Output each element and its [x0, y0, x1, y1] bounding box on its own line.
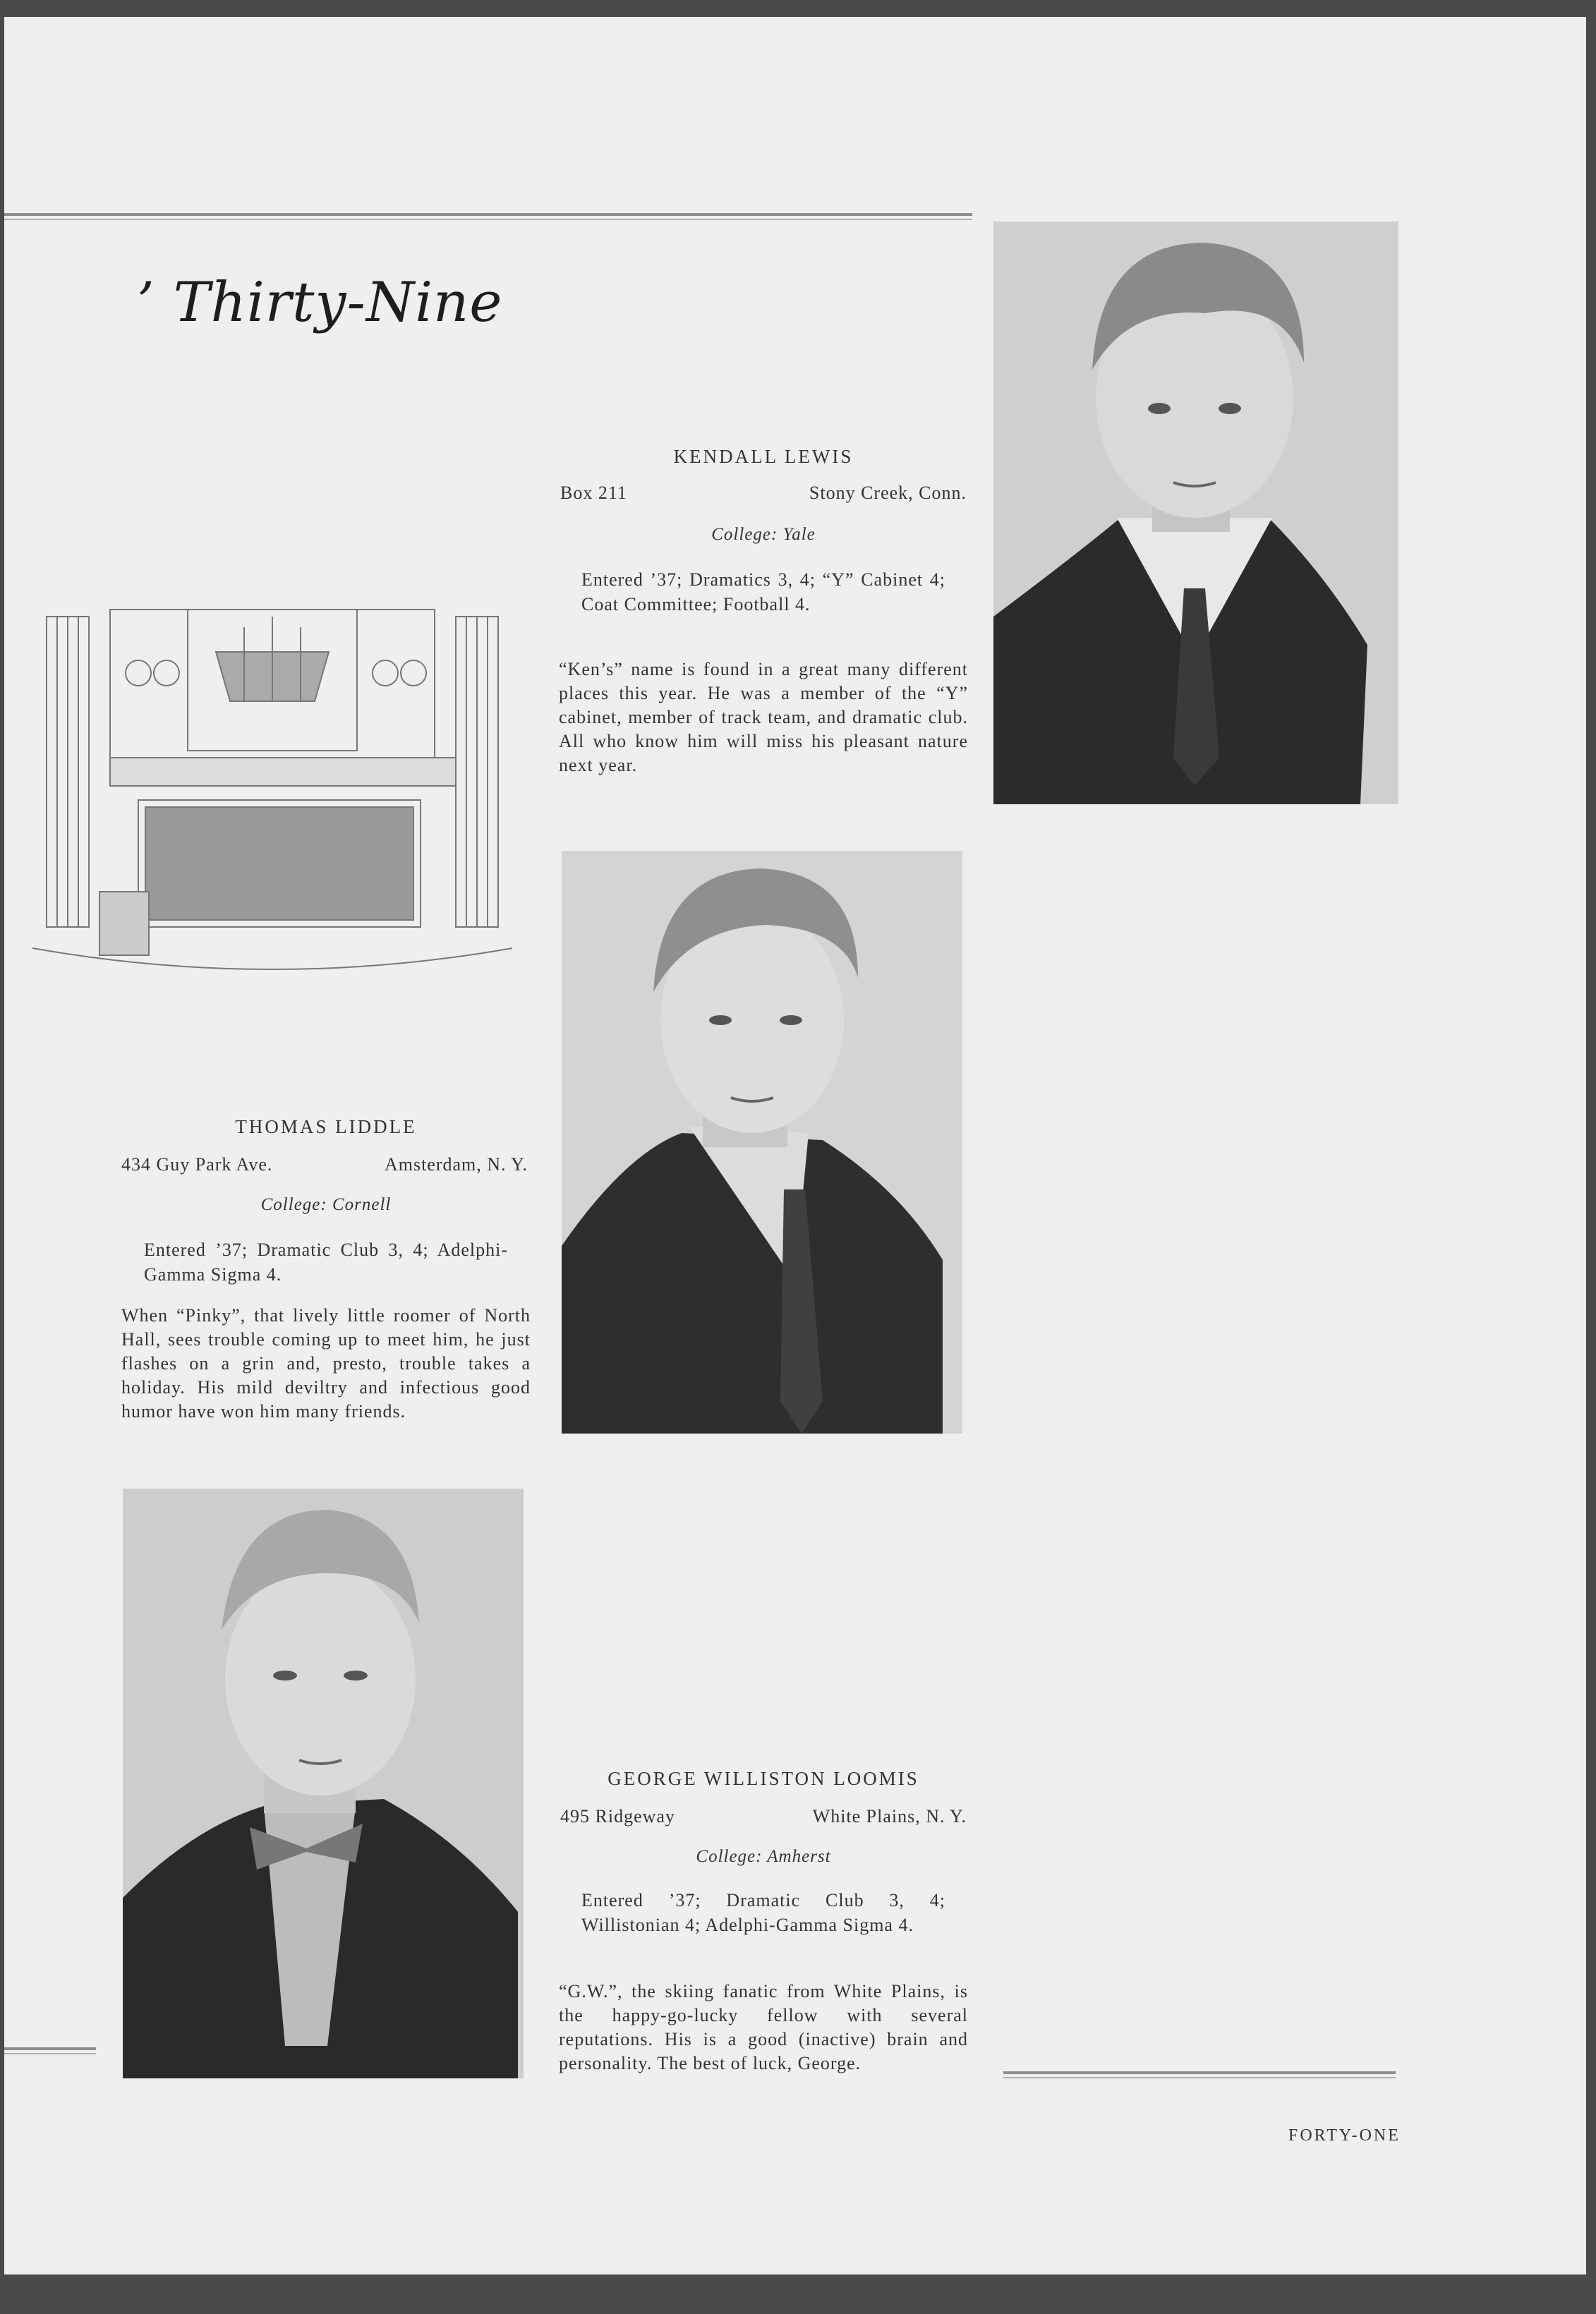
bottom-right-rule	[1003, 2071, 1396, 2078]
student-photo-thomas-liddle	[562, 851, 962, 1434]
student-photo-george-loomis	[123, 1489, 524, 2078]
fireplace-illustration	[32, 595, 512, 976]
student-photo-kendall-lewis	[993, 222, 1398, 804]
student-name: THOMAS LIDDLE	[235, 1116, 417, 1137]
student-college: College: Yale	[711, 525, 816, 544]
student-activities: Entered ’37; Dramatics 3, 4; “Y” Cabinet 4; Coat Committee; Football 4.	[581, 569, 945, 614]
student-activities: Entered ’37; Dramatic Club 3, 4; Willistonian 4; Adelphi-Gamma Sigma 4.	[581, 1890, 945, 1935]
bottom-left-rule	[4, 2047, 96, 2054]
student-activities: Entered ’37; Dramatic Club 3, 4; Adelphi-Gamma Sigma 4.	[144, 1240, 508, 1285]
address-street: Box 211	[560, 483, 627, 503]
student-name: GEORGE WILLISTON LOOMIS	[607, 1768, 919, 1789]
address-street: 434 Guy Park Ave.	[121, 1154, 273, 1175]
address-street: 495 Ridgeway	[560, 1806, 675, 1827]
yearbook-page	[4, 17, 1586, 2274]
class-year-title: ’ Thirty-Nine	[137, 271, 503, 334]
student-name: KENDALL LEWIS	[673, 446, 854, 467]
student-bio: When “Pinky”, that lively little roomer of North Hall, sees trouble coming up to meet him, he just flashes on a grin and, presto, trouble takes a holiday. His mild deviltry and infectious good humor have won him many friends.	[121, 1305, 531, 1422]
page-number: FORTY-ONE	[1288, 2126, 1401, 2145]
address-city: Amsterdam, N. Y.	[384, 1154, 528, 1175]
student-bio: “G.W.”, the skiing fanatic from White Plains, is the happy-go-lucky fellow with several reputations. His is a good (inactive) brain and personality. The best of luck, George.	[559, 1981, 968, 2073]
student-college: College: Cornell	[260, 1195, 392, 1214]
student-bio: “Ken’s” name is found in a great many different places this year. He was a member of the “Y” cabinet, member of track team, and dramatic club. All who know him will miss his pleasant nature next year.	[559, 659, 968, 775]
student-college: College: Amherst	[696, 1847, 831, 1866]
student-address	[560, 483, 967, 504]
top-rule	[4, 213, 972, 220]
student-address	[560, 1806, 967, 1827]
address-city: White Plains, N. Y.	[812, 1806, 967, 1827]
address-city: Stony Creek, Conn.	[809, 483, 967, 503]
student-address	[121, 1154, 528, 1175]
